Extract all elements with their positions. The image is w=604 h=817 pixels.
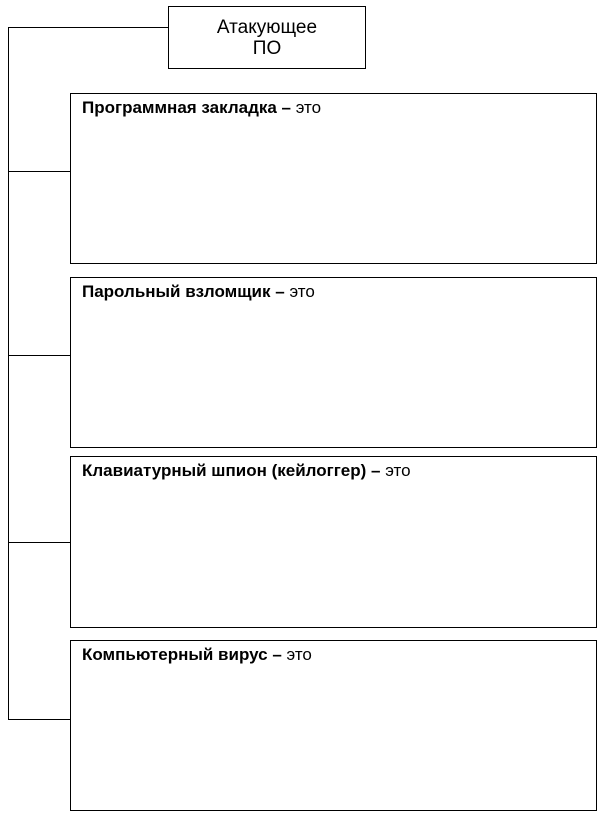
definition-label <box>82 282 315 302</box>
term-suffix: это <box>385 461 411 480</box>
term-software-bookmark: Программная закладка – <box>82 98 292 117</box>
term-keylogger: Клавиатурный шпион (кейлоггер) – <box>82 461 381 480</box>
root-title-line-2: ПО <box>252 37 282 59</box>
branch-line-1 <box>8 171 71 172</box>
term-suffix: это <box>286 645 312 664</box>
root-connector-line <box>8 27 169 28</box>
definition-label <box>82 461 411 481</box>
definition-box-computer-virus <box>70 640 597 811</box>
definition-label <box>82 645 312 665</box>
definition-box-password-cracker <box>70 277 597 448</box>
branch-line-2 <box>8 355 71 356</box>
term-suffix: это <box>295 98 322 117</box>
root-title-line-1: Атакующее <box>216 16 318 38</box>
term-password-cracker: Парольный взломщик – <box>82 282 285 301</box>
root-node-attacking-software <box>168 6 366 69</box>
branch-line-3 <box>8 542 71 543</box>
term-computer-virus: Компьютерный вирус – <box>82 645 282 664</box>
vertical-spine-line <box>8 27 9 719</box>
term-suffix: это <box>289 282 315 301</box>
definition-box-software-bookmark <box>70 93 597 264</box>
branch-line-4 <box>8 719 71 720</box>
definition-label <box>82 98 321 118</box>
definition-box-keylogger <box>70 456 597 628</box>
